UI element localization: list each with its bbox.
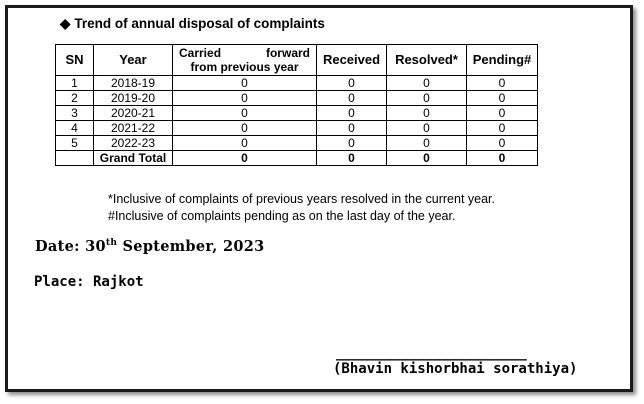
resolved-footnote: *Inclusive of complaints of previous years resolved in the current year.: [108, 192, 495, 206]
header-carried-bottom: from previous year: [190, 60, 299, 74]
cell-carried: 0: [173, 76, 317, 91]
header-carried-forward: [173, 45, 317, 76]
diamond-bullet-icon: ◆: [60, 16, 71, 31]
cell-year: 2021-22: [94, 121, 173, 136]
table-row: [56, 76, 538, 91]
header-year: Year: [94, 45, 173, 76]
cell-received: 0: [317, 91, 387, 106]
cell-resolved: 0: [387, 121, 467, 136]
date-rest: September, 2023: [117, 238, 265, 255]
section-heading: [60, 16, 325, 32]
cell-pending: 0: [467, 136, 538, 151]
header-carried-right: forward: [265, 46, 310, 60]
grand-total-carried: 0: [173, 151, 317, 166]
cell-sn: 1: [56, 76, 94, 91]
grand-total-label: Grand Total: [94, 151, 173, 166]
header-received: Received: [317, 45, 387, 76]
cell-carried: 0: [173, 136, 317, 151]
cell-carried: 0: [173, 91, 317, 106]
grand-total-empty-cell: [56, 151, 94, 166]
table-row: [56, 106, 538, 121]
cell-year: 2019-20: [94, 91, 173, 106]
header-resolved: Resolved*: [387, 45, 467, 76]
signatory-name: (Bhavin kishorbhai sorathiya): [333, 361, 578, 377]
complaints-table: [55, 44, 538, 166]
cell-received: 0: [317, 136, 387, 151]
cell-received: 0: [317, 121, 387, 136]
header-pending: Pending#: [467, 45, 538, 76]
header-sn: SN: [56, 45, 94, 76]
grand-total-resolved: 0: [387, 151, 467, 166]
cell-carried: 0: [173, 106, 317, 121]
cell-pending: 0: [467, 106, 538, 121]
cell-received: 0: [317, 106, 387, 121]
signature-line: ________________________: [336, 345, 527, 361]
cell-received: 0: [317, 76, 387, 91]
place-line: Place: Rajkot: [34, 274, 144, 290]
cell-resolved: 0: [387, 106, 467, 121]
grand-total-pending: 0: [467, 151, 538, 166]
heading-text: Trend of annual disposal of complaints: [74, 16, 325, 31]
cell-year: 2020-21: [94, 106, 173, 121]
table-header-row: [56, 45, 538, 76]
cell-carried: 0: [173, 121, 317, 136]
cell-pending: 0: [467, 91, 538, 106]
pending-footnote: #Inclusive of complaints pending as on the last day of the year.: [108, 209, 456, 223]
date-line: [35, 238, 265, 255]
cell-sn: 3: [56, 106, 94, 121]
cell-resolved: 0: [387, 76, 467, 91]
date-label: Date: 30: [35, 238, 106, 255]
grand-total-received: 0: [317, 151, 387, 166]
table-row: [56, 136, 538, 151]
table-row: [56, 91, 538, 106]
cell-pending: 0: [467, 121, 538, 136]
cell-resolved: 0: [387, 91, 467, 106]
date-ordinal: th: [105, 238, 118, 249]
table-row: [56, 121, 538, 136]
cell-sn: 5: [56, 136, 94, 151]
grand-total-row: [56, 151, 538, 166]
cell-sn: 4: [56, 121, 94, 136]
header-carried-left: Carried: [179, 46, 222, 60]
cell-resolved: 0: [387, 136, 467, 151]
cell-year: 2018-19: [94, 76, 173, 91]
cell-year: 2022-23: [94, 136, 173, 151]
cell-pending: 0: [467, 76, 538, 91]
cell-sn: 2: [56, 91, 94, 106]
